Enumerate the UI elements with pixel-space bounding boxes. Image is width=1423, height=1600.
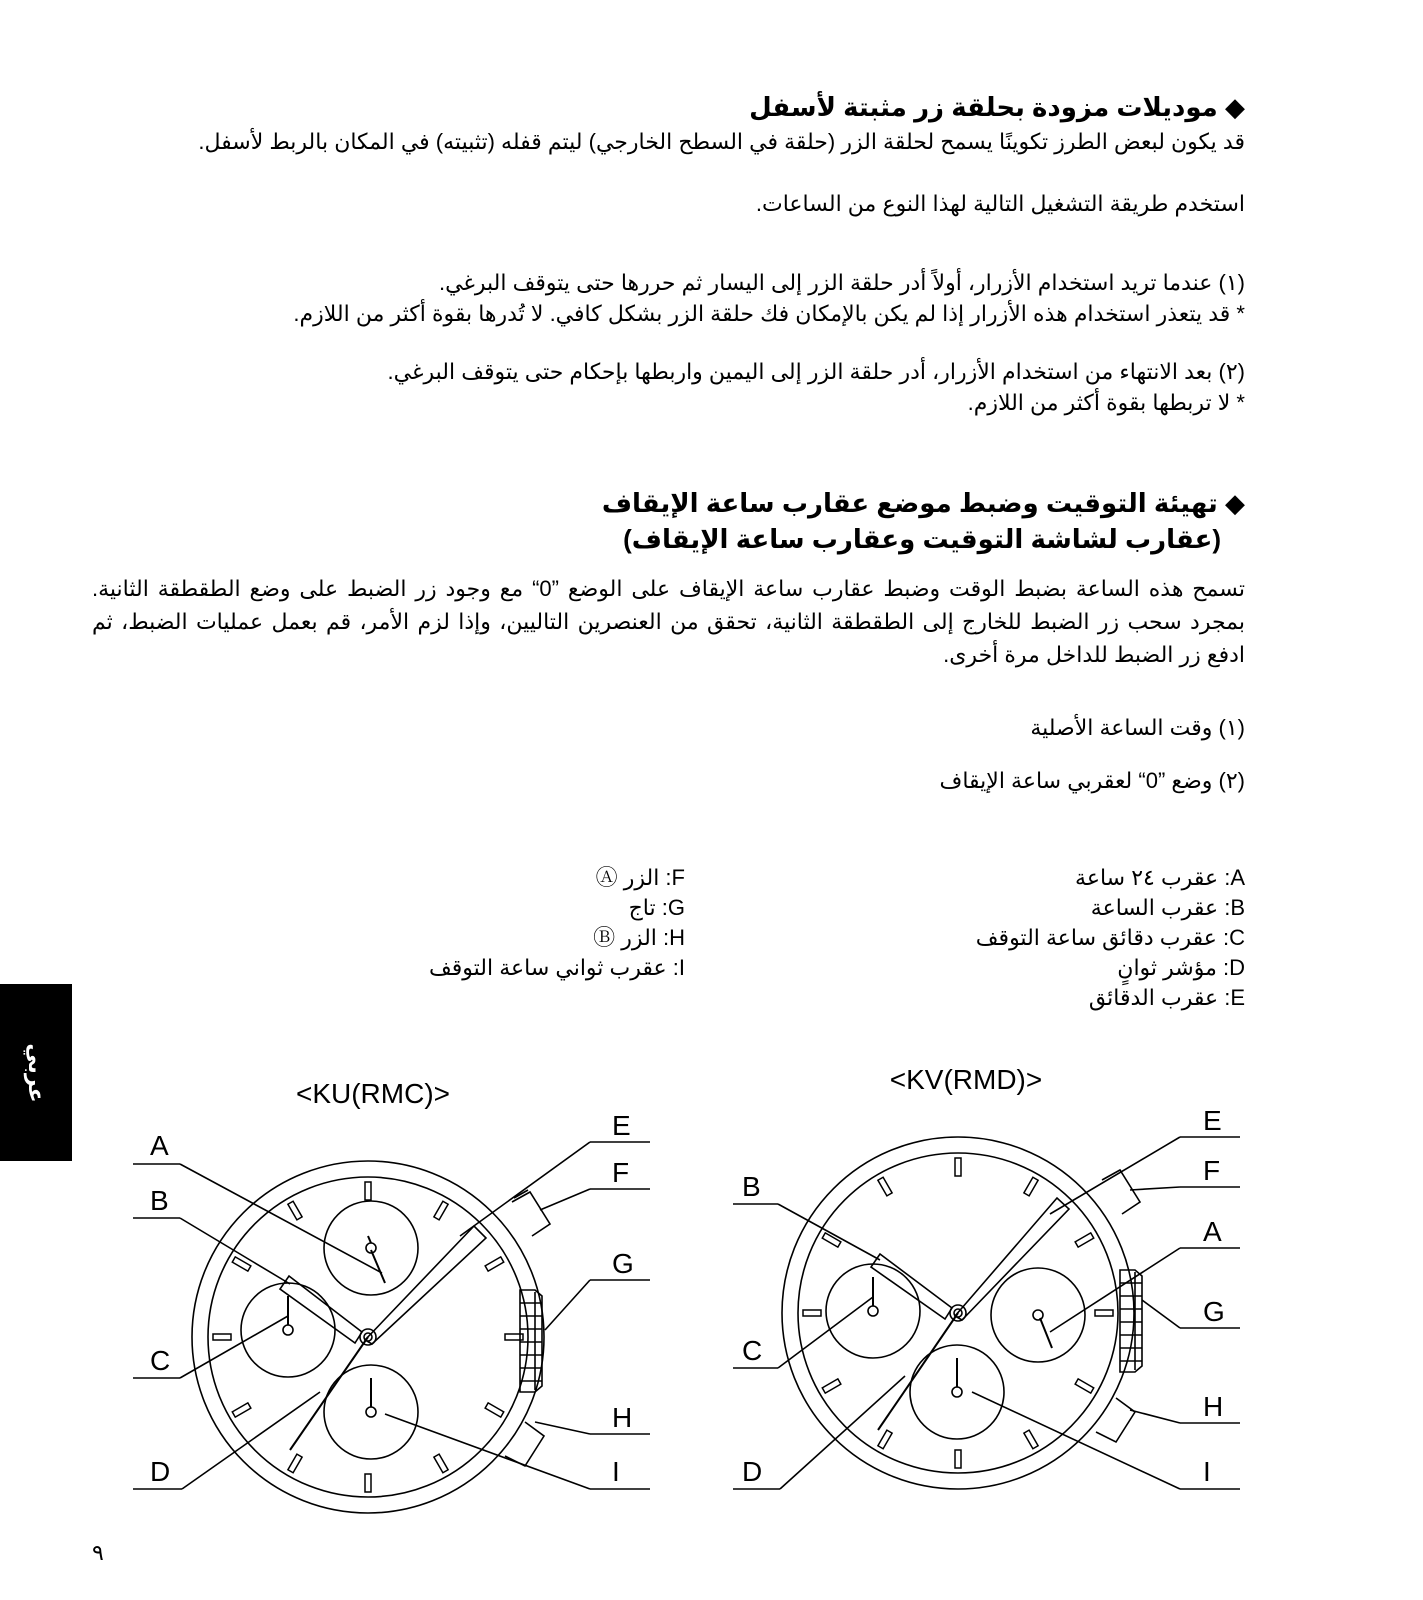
label-f-right: F: [1203, 1155, 1221, 1186]
legend-item-i: I: عقرب ثواني ساعة التوقف: [428, 955, 685, 980]
label-a-right: A: [1203, 1216, 1222, 1247]
label-a-left: A: [150, 1130, 169, 1161]
legend-item-b: B: عقرب الساعة: [1090, 895, 1245, 920]
page-number: ٩: [92, 1540, 104, 1565]
section1-note1: * قد يتعذر استخدام هذه الأزرار إذا لم يكن بالإمكان فك حلقة الزر بشكل كافي. لا تُدرها بقوة أكثر من اللازم.: [293, 301, 1245, 326]
label-b-left: B: [150, 1185, 169, 1216]
watch-ku-rmc: [133, 1142, 650, 1513]
label-c-right: C: [742, 1335, 763, 1366]
label-e-left: E: [612, 1110, 631, 1141]
label-g-left: G: [612, 1248, 634, 1279]
label-h-left: H: [612, 1402, 633, 1433]
legend-item-h: H: الزر Ⓑ: [593, 925, 685, 950]
section2-item1: (١) وقت الساعة الأصلية: [1030, 715, 1245, 740]
label-g-right: G: [1203, 1296, 1225, 1327]
section1-usage: استخدم طريقة التشغيل التالية لهذا النوع من الساعات.: [755, 191, 1245, 216]
label-f-left: F: [612, 1157, 630, 1188]
label-d-right: D: [742, 1456, 763, 1487]
label-h-right: H: [1203, 1391, 1224, 1422]
label-b-right: B: [742, 1171, 761, 1202]
legend-item-f: F: الزر Ⓐ: [595, 865, 685, 890]
section1-step2: (٢) بعد الانتهاء من استخدام الأزرار، أدر حلقة الزر إلى اليمين واربطها بإحكام حتى يتوقف البرغي.: [387, 359, 1245, 384]
diagram-title-kv-rmd: <KV(RMD)>: [889, 1064, 1043, 1095]
legend-item-a: A: عقرب ٢٤ ساعة: [1075, 865, 1245, 890]
section1-heading: ◆ موديلات مزودة بحلقة زر مثبتة لأسفل: [749, 92, 1245, 122]
legend-item-d: D: مؤشر ثوانٍ: [1117, 955, 1245, 980]
section2-heading-line1: ◆ تهيئة التوقيت وضبط موضع عقارب ساعة الإيقاف: [601, 488, 1245, 518]
legend-item-g: G: تاج: [628, 895, 685, 920]
watch-kv-rmd: [733, 1137, 1240, 1489]
legend-item-e: E: عقرب الدقائق: [1088, 985, 1245, 1010]
section2-paragraph: تسمح هذه الساعة بضبط الوقت وضبط عقارب ساعة الإيقاف على الوضع ”0“ مع وجود زر الضبط على وضع الطقطقة الثانية. بمجرد سحب زر الضبط للخارج إلى الطقطقة الثانية، تحقق من العنصرين التاليين، وإذا لزم الأمر، قم بعمل عمليات الضبط، ثم ادفع زر الضبط للداخل مرة أخرى.: [92, 576, 1246, 667]
label-i-right: I: [1203, 1456, 1211, 1487]
section1-step1: (١) عندما تريد استخدام الأزرار، أولاً أدر حلقة الزر إلى اليسار ثم حررها حتى يتوقف البرغي.: [438, 270, 1245, 295]
section1-note2: * لا تربطها بقوة أكثر من اللازم.: [967, 390, 1245, 415]
diagram-title-ku-rmc: <KU(RMC)>: [295, 1078, 451, 1109]
section2-heading-line2: (عقارب لشاشة التوقيت وعقارب ساعة الإيقاف): [623, 524, 1221, 554]
label-e-right: E: [1203, 1105, 1222, 1136]
label-i-left: I: [612, 1456, 620, 1487]
label-c-left: C: [150, 1345, 171, 1376]
section2-item2: (٢) وضع ”0“ لعقربي ساعة الإيقاف: [939, 768, 1245, 793]
section1-intro: قد يكون لبعض الطرز تكوينًا يسمح لحلقة الزر (حلقة في السطح الخارجي) ليتم قفله (تثبيته) في المكان بالربط لأسفل.: [198, 129, 1245, 154]
side-tab-label: عربي: [24, 1042, 49, 1103]
label-d-left: D: [150, 1456, 171, 1487]
legend-item-c: C: عقرب دقائق ساعة التوقف: [975, 925, 1245, 950]
